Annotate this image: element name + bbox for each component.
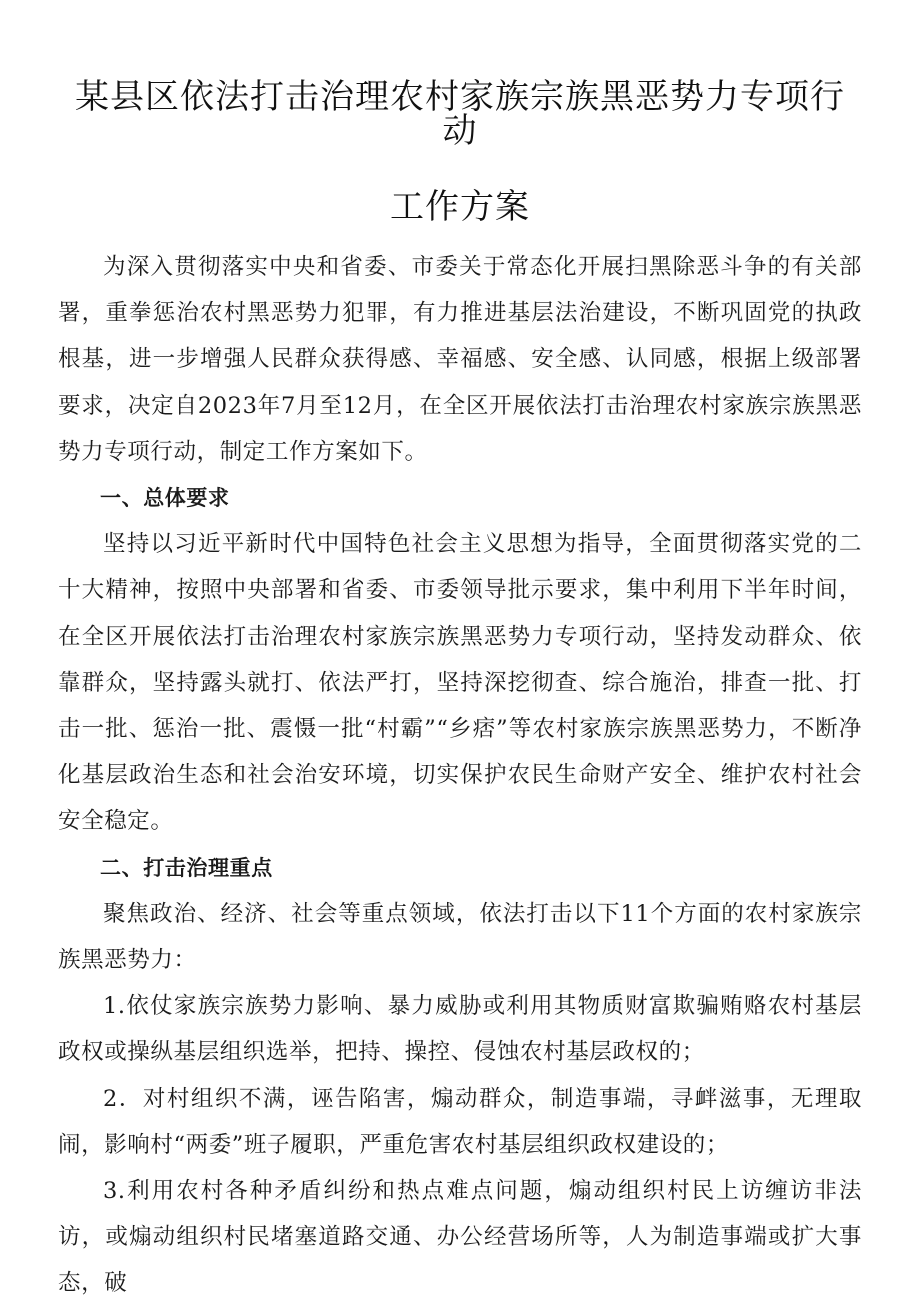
section1-heading: 一、总体要求 — [100, 486, 230, 511]
section1-paragraph: 坚持以习近平新时代中国特色社会主义思想为指导，全面贯彻落实党的二十大精神，按照中央部署和省委、市委领导批示要求，集中利用下半年时间，在全区开展依法打击治理农村家族宗族黑恶势力专项行动，坚持发动群众、依靠群众，坚持露头就打、依法严打，坚持深挖彻查、综合施治，排查一批、打击一批、惩治一批、震慑一批“村霸”“乡痞”等农村家族宗族黑恶势力，不断净化基层政治生态和社会治安环境，切实保护农民生命财产安全、维护农村社会安全稳定。 — [58, 531, 862, 835]
section2-heading: 二、打击治理重点 — [100, 855, 273, 880]
list-item: 1.依仗家族宗族势力影响、暴力威胁或利用其物质财富欺骗贿赂农村基层政权或操纵基层组织选举，把持、操控、侵蚀农村基层政权的； — [58, 993, 862, 1066]
document-body — [58, 244, 862, 1307]
list-item: 3.利用农村各种矛盾纠纷和热点难点问题，煽动组织村民上访缠访非法访，或煽动组织村民堵塞道路交通、办公经营场所等，人为制造事端或扩大事态，破 — [58, 1178, 862, 1297]
document-title-line2: 工作方案 — [390, 187, 530, 227]
section2-intro-paragraph: 聚焦政治、经济、社会等重点领域，依法打击以下11个方面的农村家族宗族黑恶势力： — [58, 900, 862, 974]
intro-paragraph: 为深入贯彻落实中央和省委、市委关于常态化开展扫黑除恶斗争的有关部署，重拳惩治农村黑恶势力犯罪，有力推进基层法治建设，不断巩固党的执政根基，进一步增强人民群众获得感、幸福感、安全感、认同感，根据上级部署要求，决定自2023年7月至12月，在全区开展依法打击治理农村家族宗族黑恶势力专项行动，制定工作方案如下。 — [58, 254, 862, 465]
document-title-line1: 某县区依法打击治理农村家族宗族黑恶势力专项行动 — [75, 77, 845, 151]
list-item: 2．对村组织不满，诬告陷害，煽动群众，制造事端，寻衅滋事，无理取闹，影响村“两委”班子履职，严重危害农村基层组织政权建设的； — [58, 1085, 862, 1158]
